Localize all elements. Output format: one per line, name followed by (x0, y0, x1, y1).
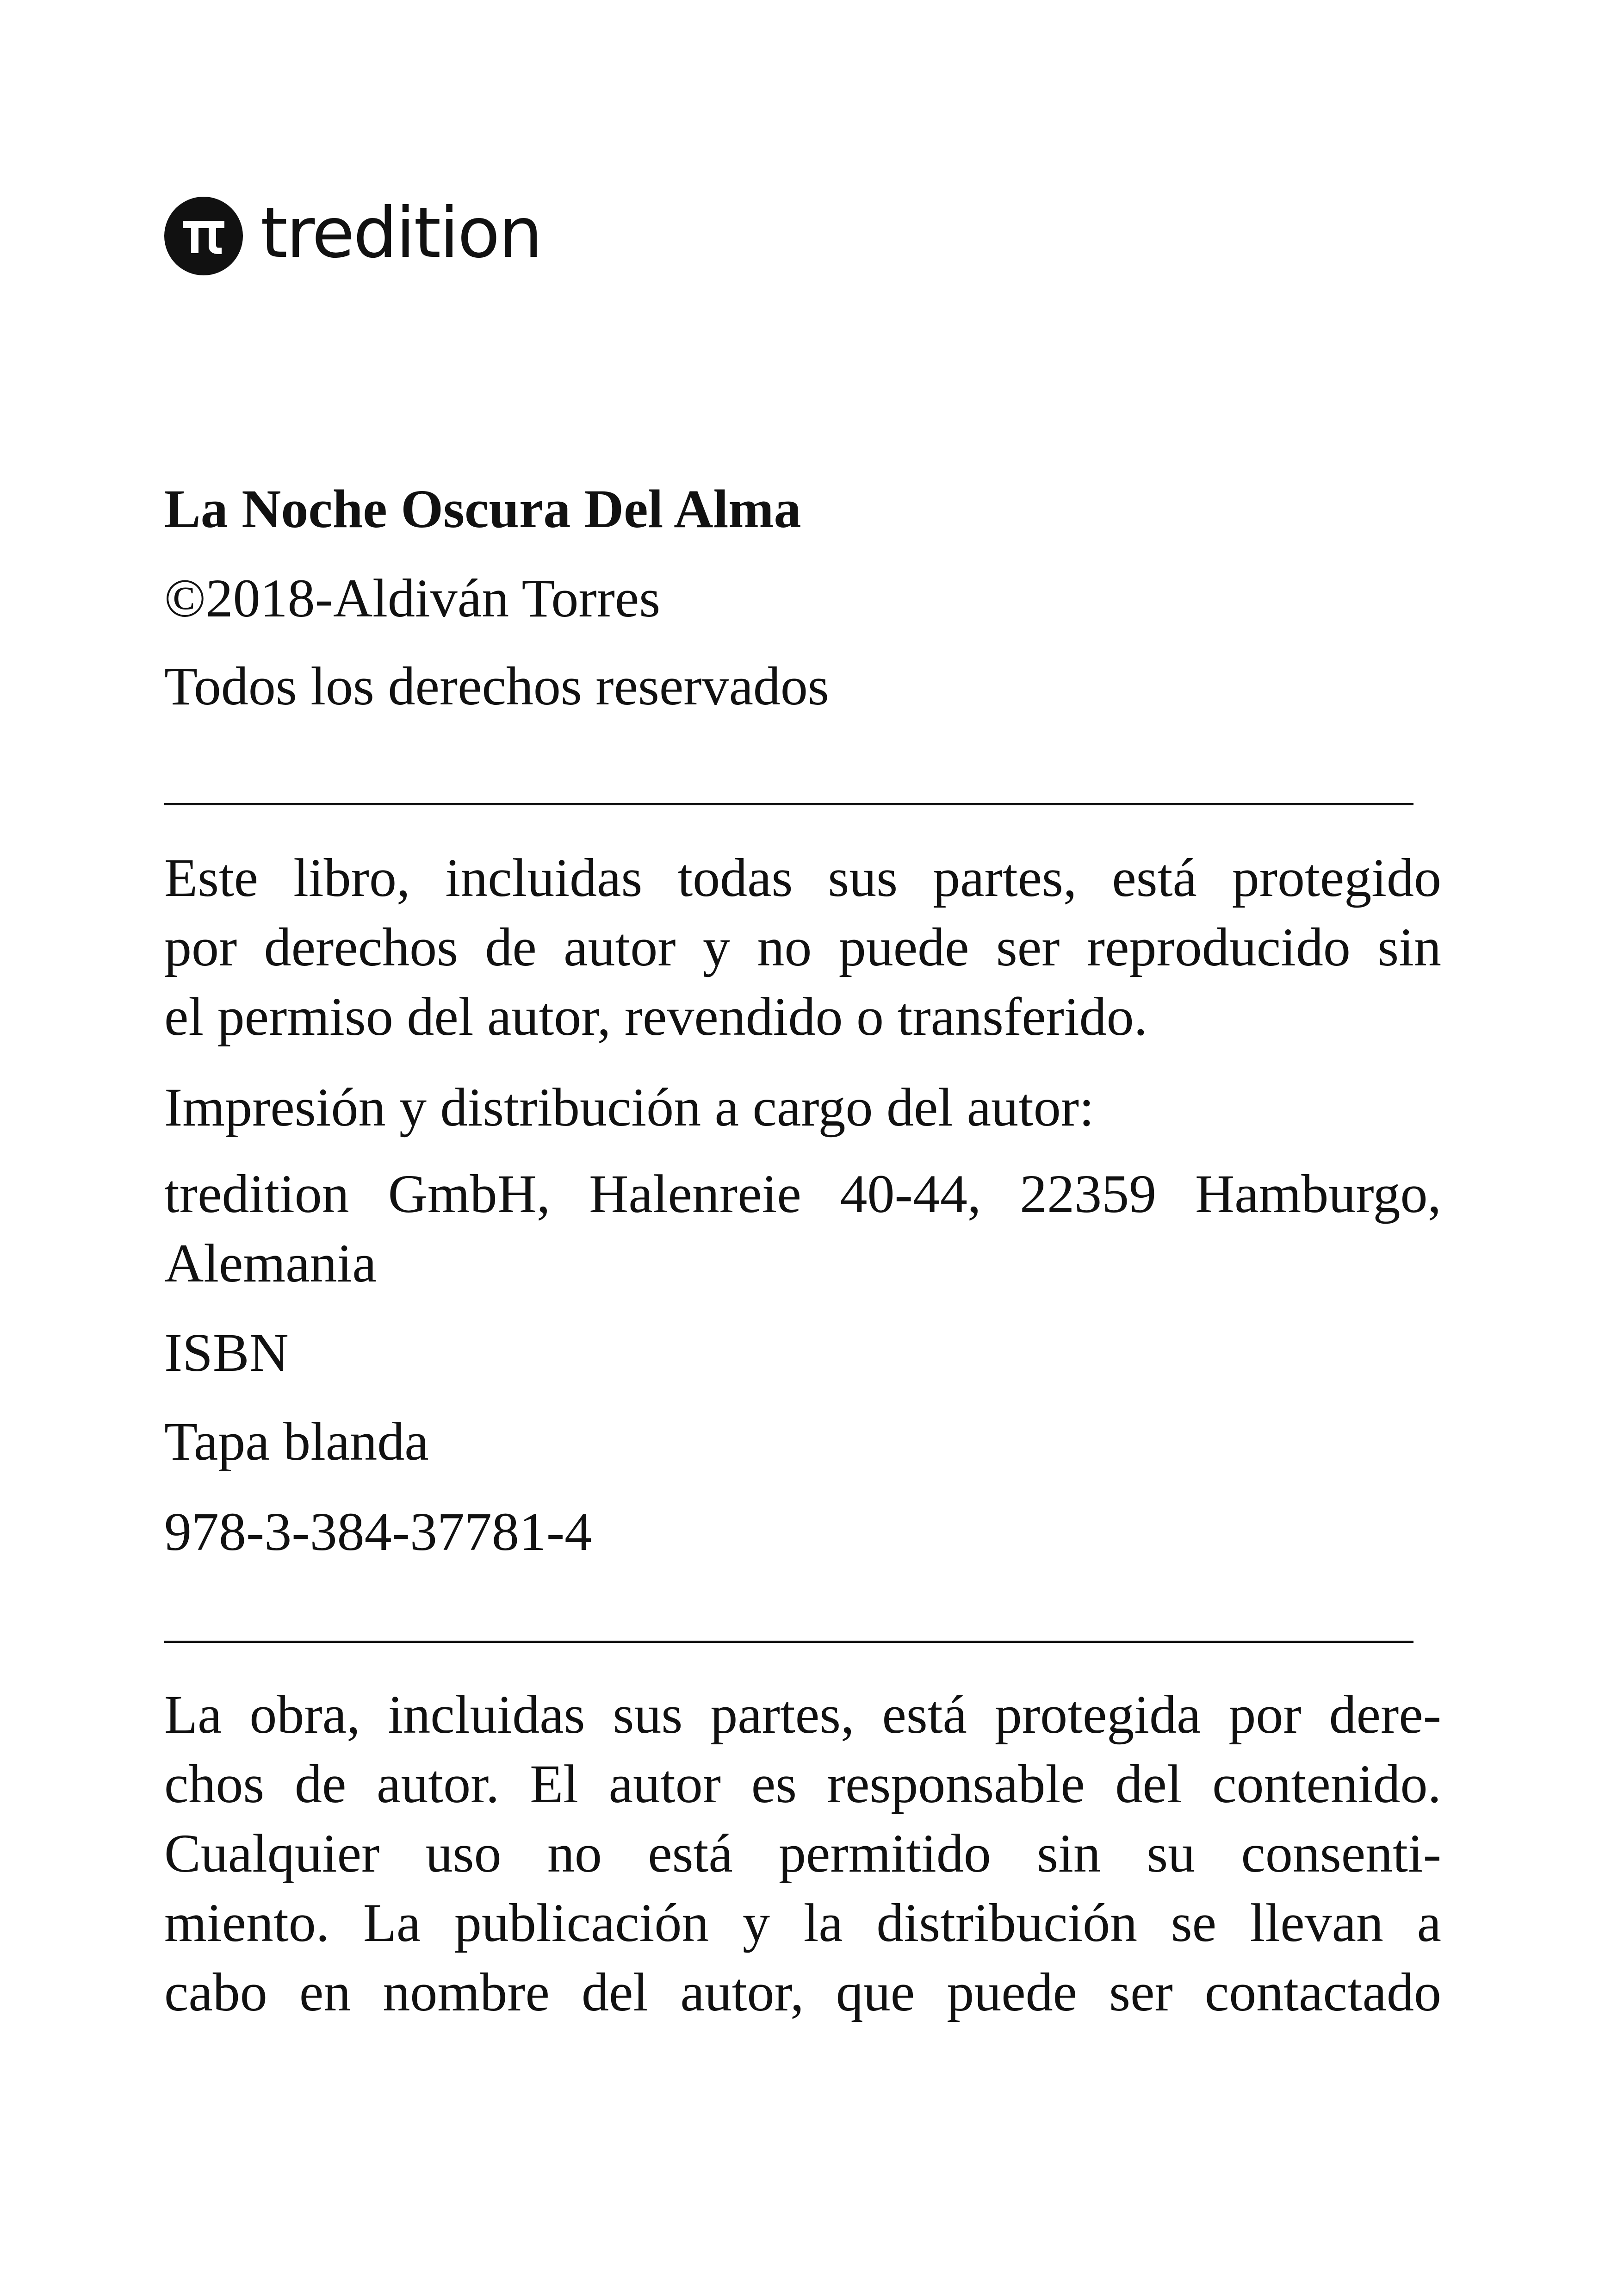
book-title: La Noche Oscura Del Alma (164, 479, 801, 539)
rights-reserved: Todos los derechos reservados (164, 656, 829, 716)
copyright-line: ©2018-Aldiván Torres (164, 568, 661, 628)
notice-line: el permiso del autor, revendido o transferido. (164, 986, 1148, 1047)
legal-line: La obra, incluidas sus partes, está protegida por dere- (164, 1684, 1441, 1745)
publisher-logo (164, 194, 541, 278)
isbn-label: ISBN (164, 1322, 289, 1383)
isbn-number: 978-3-384-37781-4 (164, 1501, 592, 1562)
notice-line: por derechos de autor y no puede ser reproducido sin (164, 917, 1441, 977)
publisher-logo-text: tredition (260, 193, 541, 274)
legal-line: chos de autor. El autor es responsable del contenido. (164, 1754, 1441, 1814)
divider-bottom (164, 1641, 1413, 1643)
cover-format: Tapa blanda (164, 1411, 429, 1472)
notice-line: Este libro, incluidas todas sus partes, está protegido (164, 847, 1441, 908)
legal-line: cabo en nombre del autor, que puede ser contactado (164, 1962, 1441, 2022)
legal-line: Cualquier uso no está permitido sin su consenti- (164, 1823, 1441, 1884)
tredition-logo-icon (164, 197, 243, 275)
legal-line: miento. La publicación y la distribución se llevan a (164, 1892, 1441, 1953)
legal-notice (164, 1680, 1441, 2027)
address-line: Alemania (164, 1233, 377, 1294)
printer-label: Impresión y distribución a cargo del autor: (164, 1077, 1094, 1138)
address-line: tredition GmbH, Halenreie 40-44, 22359 Hamburgo, (164, 1164, 1441, 1224)
copyright-notice (164, 843, 1441, 1052)
divider-top (164, 803, 1413, 805)
printer-address (164, 1159, 1441, 1298)
